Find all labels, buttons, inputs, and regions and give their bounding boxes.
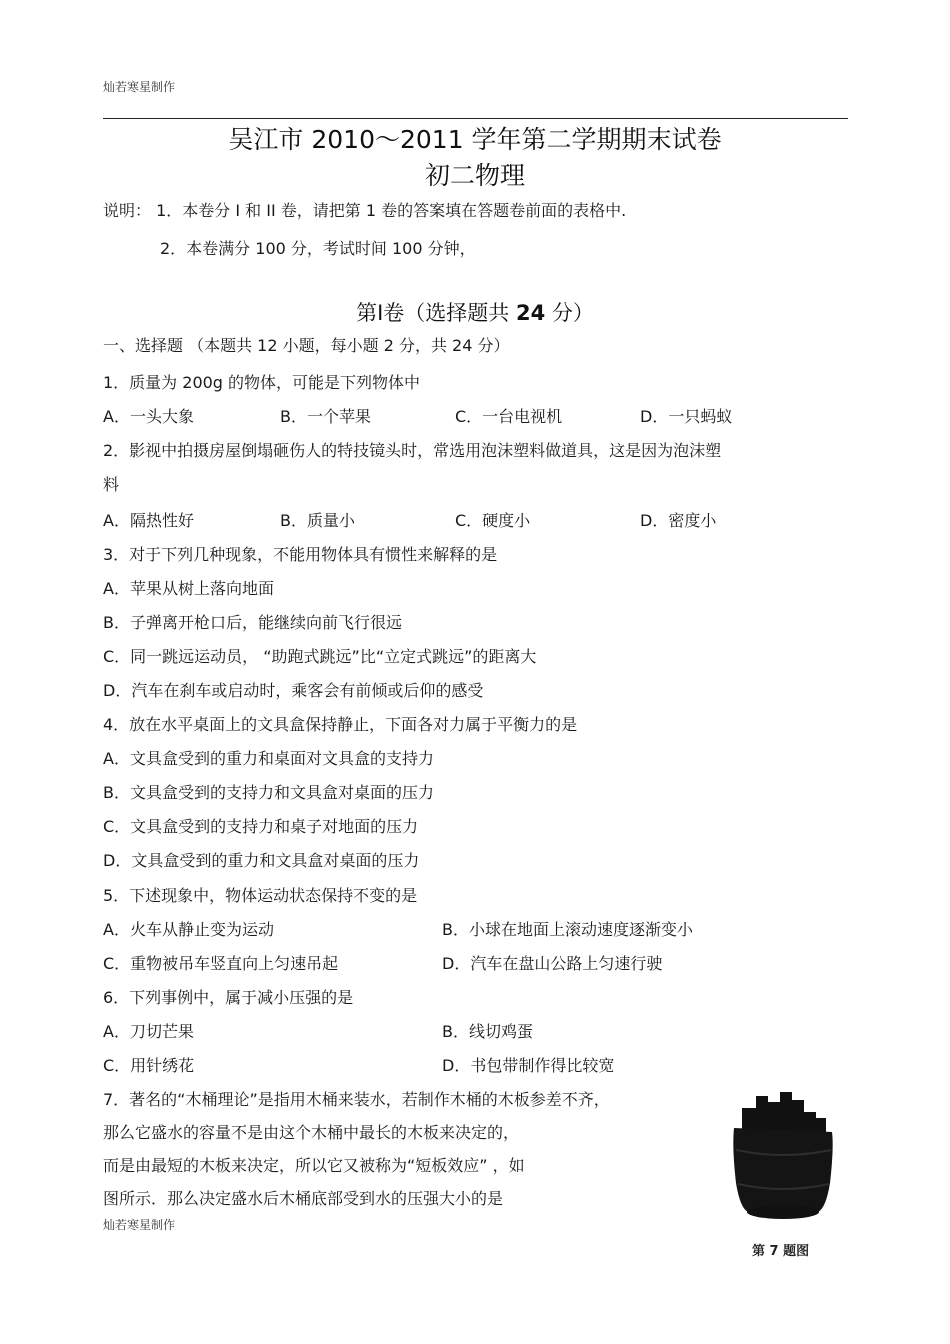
question-6-option-d: D．书包带制作得比较宽 [442, 1056, 615, 1075]
question-4-stem: 4．放在水平桌面上的文具盒保持静止，下面各对力属于平衡力的是 [103, 715, 578, 734]
question-7-stem-4: 图所示．那么决定盛水后木桶底部受到水的压强大小的是 [103, 1189, 504, 1208]
instruction-line-1: 说明： 1．本卷分 I 和 II 卷，请把第 1 卷的答案填在答题卷前面的表格中. [103, 201, 627, 220]
question-7-stem-2: 那么它盛水的容量不是由这个木桶中最长的木板来决定的， [103, 1123, 520, 1142]
question-1-option-a: A．一头大象 [103, 407, 194, 426]
question-1-option-b: B．一个苹果 [280, 407, 371, 426]
question-7-stem-1: 7．著名的“木桶理论”是指用木桶来装水，若制作木桶的木板参差不齐， [103, 1090, 610, 1109]
question-1-stem: 1．质量为 200g 的物体，可能是下列物体中 [103, 373, 421, 392]
instruction-line-2: 2．本卷满分 100 分，考试时间 100 分钟， [160, 239, 476, 258]
question-6-option-a: A．刀切芒果 [103, 1022, 194, 1041]
section-title-post: 分） [551, 301, 594, 325]
question-2-stem-cont: 料 [103, 475, 120, 494]
section-title-pre: 第Ⅰ卷（选择题共 [356, 301, 510, 325]
question-3-option-b: B．子弹离开枪口后，能继续向前飞行很远 [103, 613, 402, 632]
question-5-option-a: A．火车从静止变为运动 [103, 920, 274, 939]
section-title-score: 24 [515, 301, 546, 325]
question-2-stem: 2．影视中拍摄房屋倒塌砸伤人的特技镜头时，常选用泡沫塑料做道具，这是因为泡沫塑 [103, 441, 722, 460]
question-6-option-c: C．用针绣花 [103, 1056, 195, 1075]
question-4-option-b: B．文具盒受到的支持力和文具盒对桌面的压力 [103, 783, 434, 802]
question-1-option-c: C．一台电视机 [455, 407, 563, 426]
bucket-icon [728, 1088, 838, 1238]
question-4-option-c: C．文具盒受到的支持力和桌子对地面的压力 [103, 817, 419, 836]
question-6-option-b: B．线切鸡蛋 [442, 1022, 533, 1041]
question-5-option-b: B．小球在地面上滚动速度逐渐变小 [442, 920, 693, 939]
question-2-option-b: B．质量小 [280, 511, 355, 530]
question-5-stem: 5．下述现象中，物体运动状态保持不变的是 [103, 886, 418, 905]
question-3-option-c: C．同一跳远运动员， “助跑式跳远”比“立定式跳远”的距离大 [103, 647, 537, 666]
question-6-stem: 6．下列事例中，属于减小压强的是 [103, 988, 354, 1007]
question-2-option-a: A．隔热性好 [103, 511, 194, 530]
header-rule [103, 118, 848, 119]
question-4-option-a: A．文具盒受到的重力和桌面对文具盒的支持力 [103, 749, 434, 768]
question-4-option-d: D．文具盒受到的重力和文具盒对桌面的压力 [103, 851, 420, 870]
question-3-option-d: D．汽车在刹车或启动时，乘客会有前倾或后仰的感受 [103, 681, 484, 700]
question-7-figure [728, 1088, 838, 1263]
question-1-option-d: D．一只蚂蚁 [640, 407, 733, 426]
question-5-option-d: D．汽车在盘山公路上匀速行驶 [442, 954, 663, 973]
header-note: 灿若寒星制作 [103, 80, 176, 94]
question-5-option-c: C．重物被吊车竖直向上匀速吊起 [103, 954, 339, 973]
question-3-stem: 3．对于下列几种现象，不能用物体具有惯性来解释的是 [103, 545, 498, 564]
question-2-option-d: D．密度小 [640, 511, 717, 530]
exam-title: 吴江市 2010～2011 学年第二学期期末试卷 [228, 125, 722, 154]
question-7-stem-3: 而是由最短的木板来决定，所以它又被称为“短板效应” ，如 [103, 1156, 525, 1175]
question-2-option-c: C．硬度小 [455, 511, 531, 530]
section-title [0, 297, 950, 327]
question-3-option-a: A．苹果从树上落向地面 [103, 579, 274, 598]
footer-note: 灿若寒星制作 [103, 1218, 176, 1232]
figure-caption: 第 7 题图 [752, 1244, 810, 1259]
part-label: 一、选择题 （本题共 12 小题，每小题 2 分，共 24 分） [103, 336, 510, 355]
exam-subtitle: 初二物理 [424, 161, 525, 190]
